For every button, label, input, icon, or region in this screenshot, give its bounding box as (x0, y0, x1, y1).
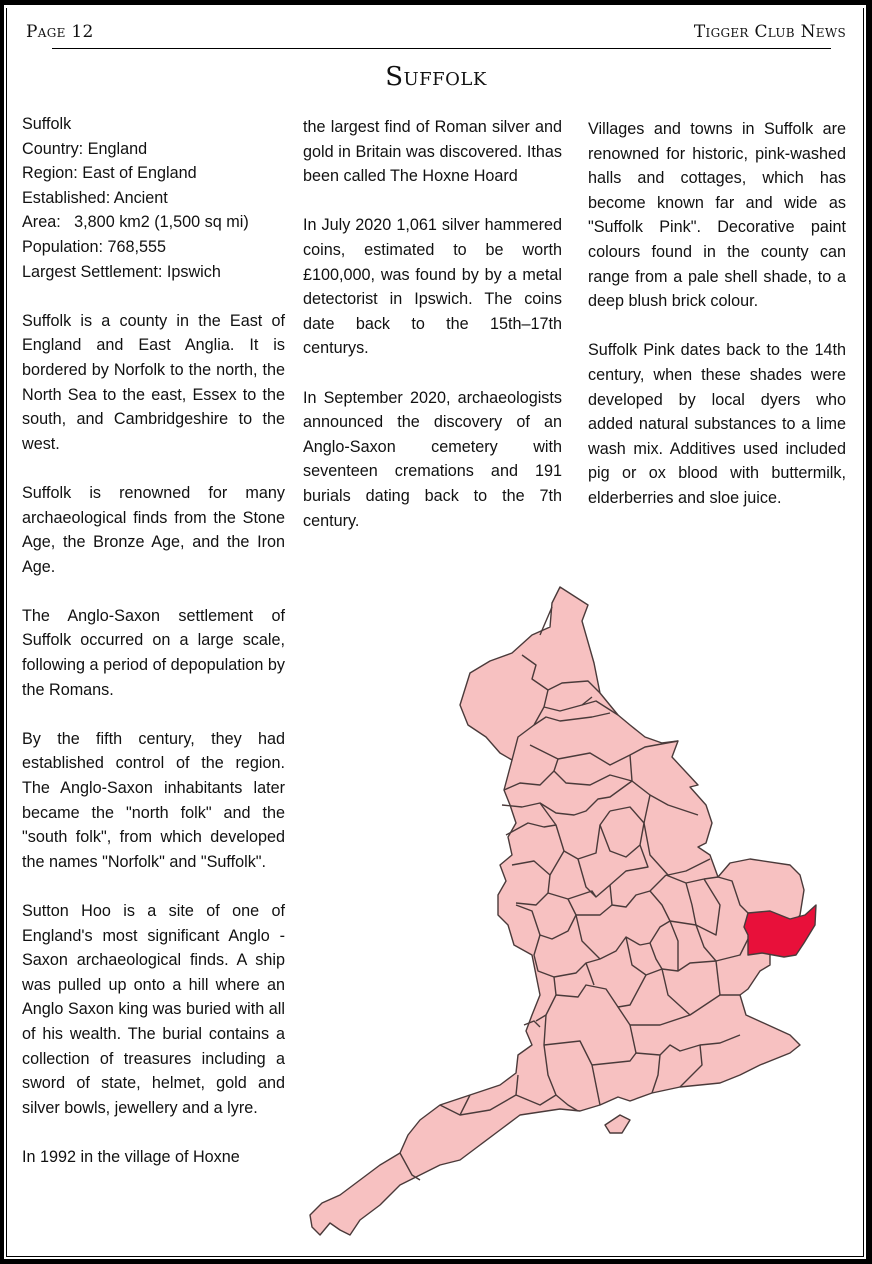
paragraph: the largest find of Roman silver and gold in Britain was discovered. Ithas been called The Hoxne Hoard (303, 118, 562, 186)
header-rule (52, 48, 831, 49)
column-2 (303, 115, 562, 558)
fact-largest-settlement: Largest Settlement: Ipswich (22, 262, 221, 281)
fact-population: Population: 768,555 (22, 237, 167, 256)
column-3 (588, 117, 846, 535)
paragraph: In July 2020 1,061 silver hammered coins, estimated to be worth £100,000, was found by by a metal detectorist in Ipswich. The coins date back to the 15th–17th centurys. (303, 216, 562, 358)
fact-established: Established: Ancient (22, 188, 168, 207)
england-outline (310, 587, 804, 1235)
article-title: Suffolk (385, 62, 487, 92)
paragraph: The Anglo-Saxon settlement of Suffolk occurred on a large scale, following a period of depopulation by the Romans. (22, 606, 285, 699)
england-county-map (300, 575, 860, 1255)
paragraph: Suffolk Pink dates back to the 14th century, when these shades were developed by local dyers who added natural substances to a lime wash mix. Additives used included pig or ox blood with buttermilk, elderberries and sloe juice. (588, 341, 846, 507)
paragraph: Suffolk is a county in the East of England and East Anglia. It is bordered by Norfolk to the north, the North Sea to the east, Essex to the south, and Cambridgeshire to the west. (22, 311, 285, 453)
paragraph: Sutton Hoo is a site of one of England's most significant Anglo -Saxon archaeological finds. A ship was pulled up onto a hill where an Anglo Saxon king was buried with all of his wealth. The burial contains a collection of treasures including a sword of state, helmet, gold and silver bowls, jewellery and a lyre. (22, 902, 285, 1117)
paragraph: In September 2020, archaeologists announced the discovery of an Anglo-Saxon cemetery with seventeen cremations and 191 burials dating back to the 7th century. (303, 388, 562, 530)
paragraph: By the fifth century, they had established control of the region. The Anglo-Saxon inhabitants later became the "north folk" and the "south folk", from which developed the names "Norfolk" and "Suffolk". (22, 729, 285, 871)
fact-country: Country: England (22, 139, 148, 158)
fact-area: Area: 3,800 km2 (1,500 sq mi) (22, 213, 249, 232)
paragraph: Suffolk is renowned for many archaeological finds from the Stone Age, the Bronze Age, and the Iron Age. (22, 483, 285, 576)
isle-of-wight (605, 1115, 630, 1133)
column-1 (22, 112, 285, 1194)
paragraph: In 1992 in the village of Hoxne (22, 1147, 240, 1166)
fact-region: Region: East of England (22, 164, 197, 183)
paragraph: Villages and towns in Suffolk are renowned for historic, pink-washed halls and cottages, which has become known far and wide as "Suffolk Pink". Decorative paint colours found in the county can range from a pale shell shade, to a deep blush brick colour. (588, 120, 846, 311)
fact-name: Suffolk (22, 115, 72, 133)
publication-name: Tigger Club News (693, 22, 846, 42)
page-number: Page 12 (26, 22, 94, 42)
page-header (26, 22, 846, 44)
fact-box (22, 112, 285, 284)
